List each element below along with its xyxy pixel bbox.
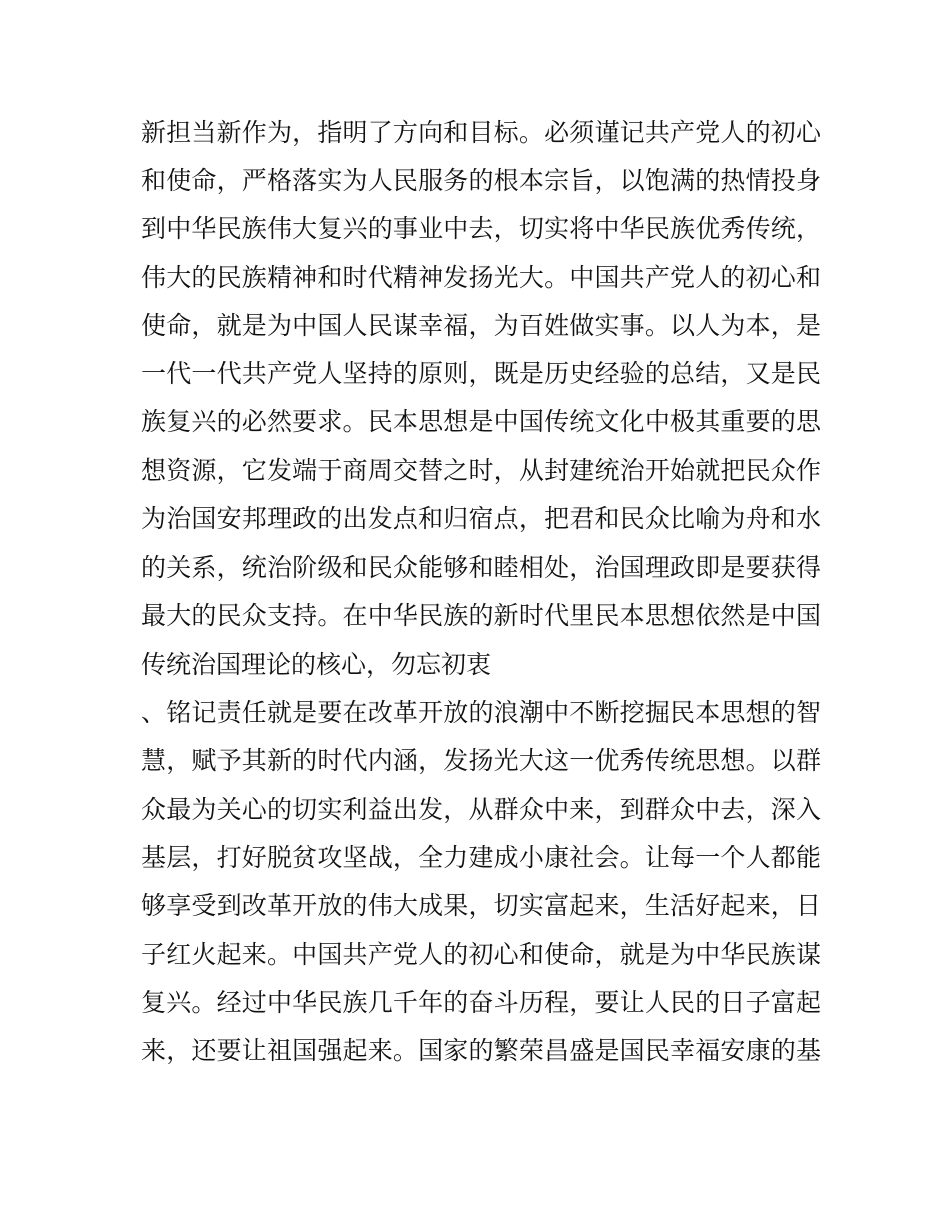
text-line: 新担当新作为，指明了方向和目标。必须谨记共产党人的初心 [141, 118, 821, 147]
text-line: 传统治国理论的核心，勿忘初衷 [141, 650, 492, 679]
text-line: 来，还要让祖国强起来。国家的繁荣昌盛是国民幸福安康的基 [141, 1036, 821, 1065]
text-line: 到中华民族伟大复兴的事业中去，切实将中华民族优秀传统， [141, 214, 821, 243]
text-line: 一代一代共产党人坚持的原则，既是历史经验的总结，又是民 [141, 359, 821, 388]
text-line: 和使命，严格落实为人民服务的根本宗旨，以饱满的热情投身 [141, 166, 821, 195]
text-line: 、铭记责任就是要在改革开放的浪潮中不断挖掘民本思想的智 [141, 698, 821, 727]
text-line: 使命，就是为中国人民谋幸福，为百姓做实事。以人为本，是 [141, 311, 821, 340]
text-line: 伟大的民族精神和时代精神发扬光大。中国共产党人的初心和 [141, 263, 821, 292]
text-line: 族复兴的必然要求。民本思想是中国传统文化中极其重要的思 [141, 407, 821, 436]
text-line: 复兴。经过中华民族几千年的奋斗历程，要让人民的日子富起 [141, 988, 821, 1017]
text-line: 慧，赋予其新的时代内涵，发扬光大这一优秀传统思想。以群 [141, 746, 821, 775]
text-line: 子红火起来。中国共产党人的初心和使命，就是为中华民族谋 [141, 940, 821, 969]
text-line: 众最为关心的切实利益出发，从群众中来，到群众中去，深入 [141, 795, 821, 824]
text-line: 想资源，它发端于商周交替之时，从封建统治开始就把民众作 [141, 456, 821, 485]
text-line: 为治国安邦理政的出发点和归宿点，把君和民众比喻为舟和水 [141, 504, 821, 533]
text-line: 基层，打好脱贫攻坚战，全力建成小康社会。让每一个人都能 [141, 843, 821, 872]
text-line: 最大的民众支持。在中华民族的新时代里民本思想依然是中国 [141, 601, 821, 630]
text-line: 够享受到改革开放的伟大成果，切实富起来，生活好起来，日 [141, 891, 821, 920]
text-line: 的关系，统治阶级和民众能够和睦相处，治国理政即是要获得 [141, 553, 821, 582]
